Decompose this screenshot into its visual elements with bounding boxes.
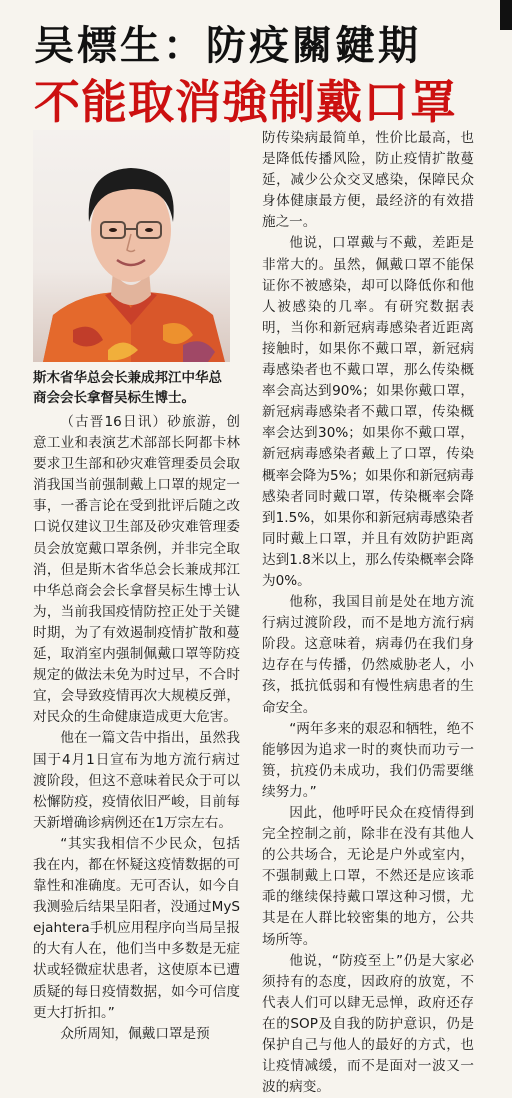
headline-subtitle: 不能取消強制戴口罩 [34,75,457,129]
article-column-left [33,412,240,1045]
paragraph: 众所周知，佩戴口罩是预 [60,1025,210,1042]
paragraph: 因此，他呼吁民众在疫情得到完全控制之前，除非在没有其他人的公共场合，无论是户外或室内，不强制戴上口罩，不然还是应该乖乖的继续保持戴口罩这种习惯，尤其是在人群比较密集的地方，公共场所等。 [262,805,474,948]
headline [0,0,512,129]
article-column-right [262,128,474,1098]
paragraph: （古晋16日讯）砂旅游，创意工业和表演艺术部部长阿都卡林要求卫生部和砂灾难管理委员会取消我国当前强制戴上口罩的规定一事，一番言论在受到批评后随之改口说仅建议卫生部及砂灾难管理委员会放宽戴口罩条例，并非完全取消，但是斯木省华总会长兼成邦江中华总商会会长拿督吴标生博士认为，当前我国疫情防控正处于关键时期，为了有效遏制疫情扩散和蔓延，取消室内强制佩戴口罩等防疫规定的做法未免为时过早，不合时宜，会导致疫情再次大规模反弹，对民众的生命健康造成更大危害。 [33,414,240,726]
corner-mark [500,0,512,30]
headline-title: 吴標生：防疫關鍵期 [34,22,421,69]
paragraph: 他说，口罩戴与不戴，差距是非常大的。虽然，佩戴口罩不能保证你不被感染，却可以降低你和他人被感染的几率。有研究数据表明，当你和新冠病毒感染者近距离接触时，如果你不戴口罩，新冠病毒感染者也不戴口罩，那么传染概率会高达到90%；如果你戴口罩，新冠病毒感染者不戴口罩，传染概率会达到30%；如果你不戴口罩，新冠病毒感染者戴上了口罩，传染概率会降为5%；如果你和新冠病毒感染者同时戴口罩，传染概率会降到1.5%，如果你和新冠病毒感染者同时戴上口罩，并且有效防护距离达到1.8米以上，那么传染概率会降为0%。 [262,235,474,589]
photo-caption: 斯木省华总会长兼成邦江中华总商会会长拿督吴标生博士。 [33,370,222,406]
paragraph: 他在一篇文告中指出，虽然我国于4月1日宣布为地方流行病过渡阶段，但这不意味着民众于可以松懈防疫，疫情依旧严峻，目前每天新增确诊病例还在1万宗左右。 [33,730,240,831]
portrait-icon [33,130,230,362]
paragraph: 他称，我国目前是处在地方流行病过渡阶段，而不是地方流行病阶段。这意味着，病毒仍在我们身边存在与传播，仍然威胁老人，小孩，抵抗低弱和有慢性病患者的生命安全。 [262,594,474,716]
paragraph: “其实我相信不少民众，包括我在内，都在怀疑这疫情数据的可靠性和准确度。无可否认，如今自我测验后结果呈阳者，没通过MySejahtera手机应用程序向当局呈报的大有人在，他们当中多数是无症状或轻微症状患者，这使原本已遭质疑的每日疫情数据，如今可信度更大打折扣。” [33,835,240,1021]
paragraph: “两年多来的艰忍和牺牲，绝不能够因为追求一时的爽快而功亏一篑，抗疫仍未成功，我们仍需要继续努力。” [262,720,474,800]
paragraph: 他说，“防疫至上”仍是大家必须持有的态度，因政府的放宽，不代表人们可以肆无忌惮，政府还存在的SOP及自我的防护意识，仍是保护自己与他人的最好的方式，也让疫情减缓，而不是面对一波又一波的病变。 [262,952,474,1096]
portrait-photo [33,130,230,362]
paragraph: 防传染病最简单，性价比最高，也是降低传播风险，防止疫情扩散蔓延，减少公众交叉感染，保障民众身体健康最方便，最经济的有效措施之一。 [262,130,474,231]
